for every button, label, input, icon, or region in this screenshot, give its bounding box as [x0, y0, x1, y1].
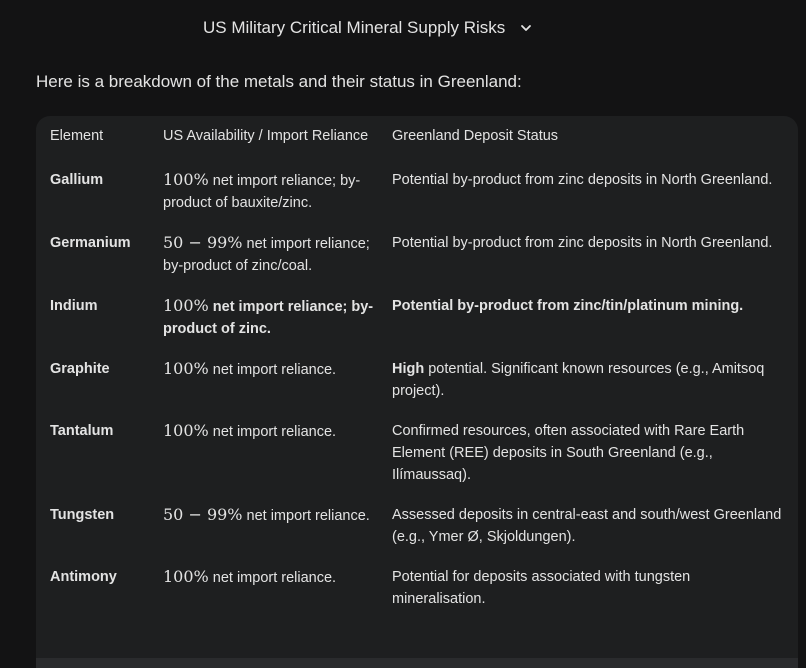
reliance-percent: 100% [163, 421, 209, 440]
status-text: Confirmed resources, often associated with Rare Earth Element (REE) deposits in South Greenland (e.g., Ilímaussaq). [392, 423, 745, 483]
element-cell: Graphite [50, 361, 110, 377]
availability-cell [163, 285, 392, 348]
availability-cell [163, 494, 392, 556]
reliance-percent: 50 − 99% [163, 505, 243, 524]
reliance-percent: 50 − 99% [163, 233, 243, 252]
availability-text: net import reliance. [208, 570, 337, 586]
table-row [36, 556, 798, 618]
chevron-down-icon [519, 21, 533, 35]
availability-text: net import reliance. [242, 508, 370, 524]
availability-text: net import reliance; by-product of zinc/coal. [163, 236, 370, 274]
availability-cell [163, 410, 392, 494]
status-lead: High [392, 361, 425, 377]
availability-cell [163, 159, 392, 222]
status-text: potential. Significant known resources (e.g., Amitsoq project). [392, 361, 765, 399]
column-header-status: Greenland Deposit Status [392, 128, 559, 144]
availability-text: net import reliance. [208, 424, 337, 440]
element-cell: Indium [50, 298, 98, 314]
status-cell [392, 410, 798, 494]
element-cell: Tantalum [50, 423, 114, 439]
status-text: Potential by-product from zinc deposits in North Greenland. [392, 172, 773, 188]
availability-cell [163, 556, 392, 618]
element-cell: Germanium [50, 235, 131, 251]
status-text: Potential by-product from zinc deposits in North Greenland. [392, 235, 773, 251]
table-header-row [36, 116, 798, 159]
status-text: Assessed deposits in central-east and south/west Greenland (e.g., Ymer Ø, Skjoldungen). [392, 507, 782, 545]
status-text: Potential by-product from zinc/tin/platinum mining. [392, 298, 744, 314]
reliance-percent: 100% [163, 567, 209, 586]
status-cell [392, 348, 798, 410]
availability-text: net import reliance; by-product of bauxite/zinc. [163, 173, 361, 211]
response-intro-text: Here is a breakdown of the metals and their status in Greenland: [36, 72, 522, 91]
reliance-percent: 100% [163, 170, 209, 189]
minerals-table [36, 116, 798, 618]
table-row [36, 410, 798, 494]
table-row [36, 348, 798, 410]
status-cell [392, 285, 798, 348]
table-row [36, 285, 798, 348]
element-cell: Antimony [50, 569, 117, 585]
table-row [36, 159, 798, 222]
status-cell [392, 556, 798, 618]
conversation-title: US Military Critical Mineral Supply Risks [203, 18, 506, 37]
reliance-percent: 100% [163, 359, 209, 378]
availability-text: net import reliance; by-product of zinc. [163, 299, 374, 337]
element-cell: Tungsten [50, 507, 115, 523]
reliance-percent: 100% [163, 296, 209, 315]
availability-text: net import reliance. [208, 362, 337, 378]
table-row [36, 222, 798, 285]
column-header-availability: US Availability / Import Reliance [163, 128, 369, 144]
status-cell [392, 494, 798, 556]
element-cell: Gallium [50, 172, 104, 188]
availability-cell [163, 222, 392, 285]
status-cell [392, 222, 798, 285]
table-scroll-edge [36, 658, 798, 668]
column-header-element: Element [50, 128, 104, 144]
conversation-title-dropdown[interactable] [203, 18, 533, 38]
table-row [36, 494, 798, 556]
minerals-table-card [36, 116, 798, 668]
status-text: Potential for deposits associated with tungsten mineralisation. [392, 569, 691, 607]
status-cell [392, 159, 798, 222]
availability-cell [163, 348, 392, 410]
